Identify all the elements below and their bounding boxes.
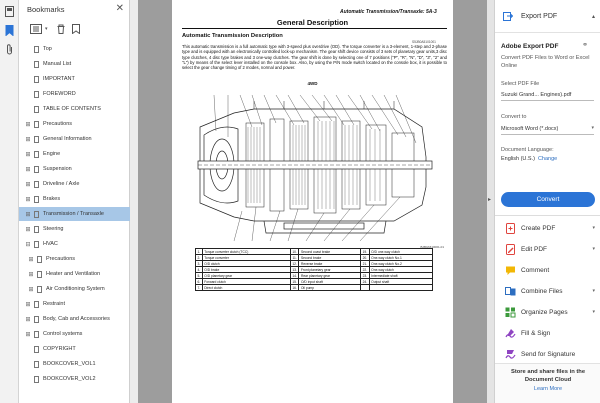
export-description: Convert PDF Files to Word or Excel Online <box>501 55 590 69</box>
document-page <box>172 0 453 403</box>
expand-icon[interactable]: ⊞ <box>25 301 31 308</box>
bookmark-label: Transmission / Transaxle <box>43 211 104 217</box>
convert-button[interactable]: Convert <box>501 192 595 207</box>
bookmark-item[interactable] <box>19 207 130 221</box>
figure-code: I5JB0A510001-01 <box>420 245 445 249</box>
bookmark-icon <box>34 61 39 68</box>
bookmark-icon <box>34 301 39 308</box>
convert-to-dropdown[interactable] <box>501 123 594 135</box>
tool-combine-files[interactable] <box>495 283 600 299</box>
bookmark-item[interactable] <box>19 237 130 251</box>
expand-icon[interactable]: ⊞ <box>28 256 34 263</box>
bookmark-label: BOOKCOVER_VOL1 <box>43 361 96 367</box>
bookmark-icon <box>34 121 39 128</box>
bookmark-item[interactable] <box>19 192 130 206</box>
expand-icon[interactable]: ⊞ <box>25 166 31 173</box>
bookmark-item[interactable] <box>19 312 130 326</box>
bookmark-label: Precautions <box>46 256 76 262</box>
bookmark-label: FOREWORD <box>43 91 76 97</box>
bookmark-label: BOOKCOVER_VOL2 <box>43 376 96 382</box>
bookmark-item[interactable] <box>19 102 130 116</box>
bookmark-label: Precautions <box>43 121 73 127</box>
parts-legend-table <box>195 248 433 291</box>
title-divider <box>182 28 447 29</box>
legend-number: 14. <box>292 273 297 278</box>
legend-part-name: Second brake <box>299 255 361 261</box>
bookmark-item[interactable] <box>19 357 130 371</box>
bookmarks-title: Bookmarks <box>27 5 65 14</box>
send-signature-icon <box>505 349 516 360</box>
bookmark-icon <box>34 181 39 188</box>
legend-part-name <box>369 285 432 291</box>
page-title: General Description <box>276 18 349 27</box>
figure-reference: S5JB0A5101001 <box>412 40 436 44</box>
tool-create-pdf[interactable] <box>495 220 600 236</box>
bookmark-icon <box>34 151 39 158</box>
bookmark-item[interactable] <box>19 57 130 71</box>
tool-comment[interactable] <box>495 262 600 278</box>
document-language-value: English (U.S.) <box>501 156 535 162</box>
bookmark-item[interactable] <box>19 177 130 191</box>
chevron-down-icon[interactable]: ▾ <box>592 288 595 294</box>
bookmark-icon <box>34 346 39 353</box>
legend-number: 15. <box>292 279 297 284</box>
bookmark-label: Restraint <box>43 301 66 307</box>
bookmark-label: Air Conditioning System <box>46 286 105 292</box>
bookmarks-header <box>19 0 130 18</box>
legend-number: 16. <box>292 285 297 290</box>
bookmark-item[interactable] <box>19 252 130 266</box>
legend-row <box>196 285 433 291</box>
bookmark-icon <box>34 91 39 98</box>
expand-bookmarks-icon[interactable] <box>30 24 42 34</box>
adobe-export-title: Adobe Export PDF <box>501 43 559 50</box>
tool-organize-pages[interactable] <box>495 304 600 320</box>
expand-icon[interactable]: ⊞ <box>28 286 34 293</box>
delete-bookmark-icon[interactable] <box>56 24 66 34</box>
bookmark-label: Suspension <box>43 166 72 172</box>
bookmark-item[interactable] <box>19 87 130 101</box>
expand-icon[interactable]: ⊞ <box>25 211 31 218</box>
legend-number: 21. <box>362 261 368 266</box>
link-icon[interactable]: ⚭ <box>582 42 588 49</box>
bookmark-item[interactable] <box>19 132 130 146</box>
running-header: Automatic Transmission/Transaxle: 5A-3 <box>340 9 437 15</box>
bookmark-icon <box>34 136 39 143</box>
chevron-up-icon[interactable]: ▴ <box>591 14 595 20</box>
page-thumbnails-icon[interactable] <box>3 5 16 18</box>
legend-part-name: Torque converter <box>202 255 290 261</box>
bookmark-icon <box>37 286 42 293</box>
legend-number: 2. <box>197 255 201 260</box>
export-pdf-title: Export PDF <box>521 13 558 20</box>
bookmark-icon <box>34 331 39 338</box>
bookmark-label: Steering <box>43 226 64 232</box>
chevron-down-icon[interactable]: ▾ <box>592 246 595 252</box>
bookmark-label: COPYRIGHT <box>43 346 76 352</box>
legend-part-name: Oil pump <box>299 285 361 291</box>
legend-part-name: O/D input shaft <box>299 279 361 285</box>
bookmark-item[interactable] <box>19 327 130 341</box>
legend-number <box>361 285 370 291</box>
organize-pages-icon <box>505 307 516 318</box>
collapse-icon[interactable]: ⊟ <box>25 241 31 248</box>
expand-icon[interactable]: ⊞ <box>25 316 31 323</box>
tools-divider <box>495 215 600 216</box>
bookmark-icon <box>34 316 39 323</box>
bookmark-label: General Information <box>43 136 92 142</box>
change-language-link[interactable]: Change <box>537 156 558 162</box>
bookmark-icon <box>34 376 39 383</box>
legend-part-name: Intermediate shaft <box>369 273 432 279</box>
bookmark-label: HVAC <box>43 241 58 247</box>
bookmark-label: Manual List <box>43 61 72 67</box>
bookmarks-panel-icon[interactable] <box>3 24 16 37</box>
comment-icon <box>505 265 516 276</box>
tool-label: Edit PDF <box>521 246 548 253</box>
bookmark-label: Top <box>43 46 52 52</box>
expand-icon[interactable]: ⊞ <box>28 271 34 278</box>
expand-icon[interactable]: ⊞ <box>25 136 31 143</box>
legend-part-name: One-way clutch No.1 <box>369 255 432 261</box>
bookmark-item[interactable] <box>19 42 130 56</box>
legend-number: 10. <box>292 249 297 254</box>
diagram-caption: 4WD <box>307 81 318 86</box>
expand-icon[interactable]: ⊞ <box>25 331 31 338</box>
description-paragraph: This automatic transmission is a full automatic type with 3-speed plus overdrive (OD). The torque converter is a 3-element, 1-step and 2-phase type and is equipped with an electronically controlled lock-up mechanism. The gear shift device consists of 3 sets of planetary gear units,3 disc type clutches, 4 disc type brakes and 3 one-way clutches. The gear shift is done by selecting one of 7 positions ("P", "R", "N", "D", "3", "2" and "L") by means of the select lever installed on the console box. Also, by using the P/N mode switch located on the console box, it is possible to select the gear change timing of 2 modes, normal and power. <box>182 44 447 71</box>
convert-to-label: Convert to <box>501 114 527 120</box>
tool-label: Create PDF <box>521 225 556 232</box>
legend-number: 4. <box>197 267 201 272</box>
bookmark-label: Engine <box>43 151 61 157</box>
legend-part-name: O/D brake <box>202 267 290 273</box>
bookmark-icon <box>34 196 39 203</box>
expand-icon[interactable]: ⊞ <box>25 181 31 188</box>
tool-label: Combine Files <box>521 288 563 295</box>
legend-number: 24. <box>362 279 368 284</box>
legend-number: 7. <box>197 285 201 290</box>
edit-pdf-icon <box>505 244 516 255</box>
legend-part-name: O/D planetary gear <box>202 273 290 279</box>
export-pdf-icon <box>503 11 513 21</box>
navigation-rail <box>0 0 19 403</box>
legend-number: 6. <box>197 279 201 284</box>
tool-send-signature[interactable] <box>495 346 600 362</box>
bookmark-item[interactable] <box>19 372 130 386</box>
create-pdf-icon <box>505 223 516 234</box>
chevron-down-icon[interactable]: ▾ <box>592 225 595 231</box>
panel-resize-strip[interactable] <box>130 0 138 403</box>
tool-label: Comment <box>521 267 550 274</box>
tool-fill-sign[interactable] <box>495 325 600 341</box>
transmission-cutaway-diagram <box>194 87 434 247</box>
learn-more-link[interactable]: Learn More <box>533 386 563 392</box>
tool-label: Fill & Sign <box>521 330 551 337</box>
bookmark-icon <box>34 241 39 248</box>
tool-edit-pdf[interactable] <box>495 241 600 257</box>
close-icon[interactable]: ✕ <box>115 3 124 14</box>
document-language-label: Document Language: <box>501 147 554 153</box>
tool-label: Send for Signature <box>521 351 576 358</box>
bookmark-options-chevron-icon[interactable]: ▾ <box>45 26 48 32</box>
bookmark-label: Driveline / Axle <box>43 181 80 187</box>
bookmark-icon <box>34 76 39 83</box>
expand-icon[interactable]: ⊞ <box>25 226 31 233</box>
bookmark-item[interactable] <box>19 147 130 161</box>
legend-part-name: Rear planetary gear <box>299 273 361 279</box>
select-file-label: Select PDF File <box>501 81 540 87</box>
bookmark-icon <box>34 361 39 368</box>
bookmark-icon <box>34 226 39 233</box>
legend-number: 13. <box>292 267 297 272</box>
convert-to-value: Microsoft Word (*.docx) <box>501 126 559 132</box>
export-pdf-header[interactable] <box>495 0 600 33</box>
collapse-arrow-icon[interactable]: ▸ <box>488 197 492 203</box>
legend-number: 1. <box>197 249 201 254</box>
legend-number: 12. <box>292 261 297 266</box>
bookmark-item[interactable] <box>19 162 130 176</box>
bookmark-item[interactable] <box>19 72 130 86</box>
bookmark-label: TABLE OF CONTENTS <box>43 106 101 112</box>
fill-sign-icon <box>505 328 516 339</box>
document-cloud-promo <box>495 363 600 403</box>
legend-part-name: O/D clutch <box>202 261 290 267</box>
bookmarks-panel <box>19 0 130 403</box>
chevron-down-icon: ▾ <box>591 125 594 131</box>
bookmark-item[interactable] <box>19 342 130 356</box>
legend-part-name: Output shaft <box>369 279 432 285</box>
legend-part-name: Second coast brake <box>299 249 361 255</box>
legend-number: 20. <box>362 255 368 260</box>
legend-number: 19. <box>362 249 368 254</box>
document-language-row <box>501 156 557 162</box>
tool-label: Organize Pages <box>521 309 568 316</box>
promo-text: Store and share files in the Document Cloud <box>510 369 586 383</box>
bookmark-label: Control systems <box>43 331 83 337</box>
chevron-down-icon[interactable]: ▾ <box>592 309 595 315</box>
bookmark-icon <box>37 271 42 278</box>
bookmark-item[interactable] <box>19 297 130 311</box>
legend-number: 22. <box>362 267 368 272</box>
legend-part-name: One-way clutch No.2 <box>369 261 432 267</box>
bookmark-item[interactable] <box>19 117 130 131</box>
legend-part-name: Direct clutch <box>202 285 290 291</box>
expand-icon[interactable]: ⊞ <box>25 196 31 203</box>
legend-part-name: One-way clutch <box>369 267 432 273</box>
bookmark-icon <box>34 106 39 113</box>
tools-pane <box>494 0 600 403</box>
bookmark-icon <box>34 46 39 53</box>
bookmark-label: Brakes <box>43 196 61 202</box>
legend-number: 11. <box>290 255 299 261</box>
bookmark-item[interactable] <box>19 222 130 236</box>
selected-file-value: Suzuki Grand... Engines).pdf <box>501 92 572 98</box>
bookmarks-toolbar <box>19 20 130 38</box>
bookmark-icon <box>37 256 42 263</box>
bookmark-label: Heater and Ventilation <box>46 271 101 277</box>
attachments-icon[interactable] <box>3 43 16 56</box>
legend-number: 23. <box>362 273 368 278</box>
new-bookmark-icon[interactable] <box>71 24 81 34</box>
legend-number: 5. <box>197 273 201 278</box>
legend-part-name: Reverse brake <box>299 261 361 267</box>
bookmark-label: Body, Cab and Accessories <box>43 316 110 322</box>
tools-pane-toggle-strip[interactable] <box>487 0 494 403</box>
bookmark-label: IMPORTANT <box>43 76 75 82</box>
legend-part-name: Front planetary gear <box>299 267 361 273</box>
legend-part-name: Forward clutch <box>202 279 290 285</box>
section-title: Automatic Transmission Description <box>182 33 283 39</box>
bookmark-icon <box>34 166 39 173</box>
legend-part-name: O/D one-way clutch <box>369 249 432 255</box>
legend-number: 3. <box>197 261 201 266</box>
bookmark-icon <box>34 211 39 218</box>
expand-icon[interactable]: ⊞ <box>25 121 31 128</box>
selected-file-field[interactable] <box>501 89 594 101</box>
legend-part-name: Torque converter clutch (TCC) <box>202 249 290 255</box>
expand-icon[interactable]: ⊞ <box>25 151 31 158</box>
bookmark-item[interactable] <box>19 282 130 296</box>
combine-files-icon <box>505 286 516 297</box>
bookmark-item[interactable] <box>19 267 130 281</box>
